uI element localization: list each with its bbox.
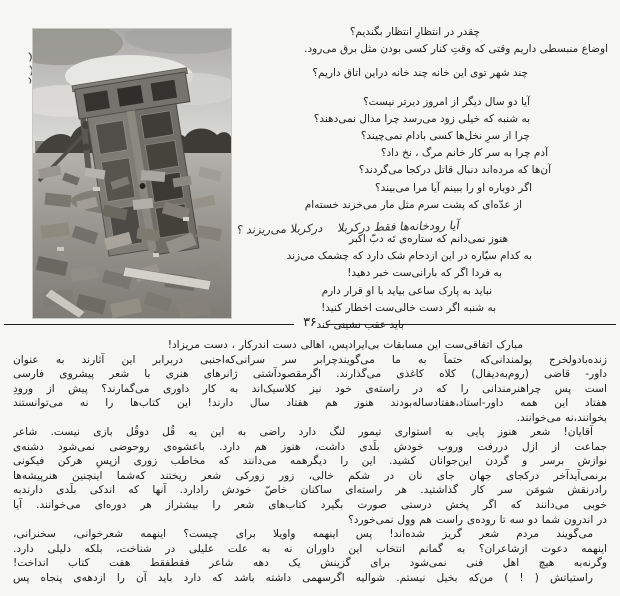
prose-line: هفتاد این همه داور‐استاد،هفتادساله‌بودند هنوز هم هفتاد سال دارند! این کتاب‌ها را نه می‌توانستند <box>13 397 607 410</box>
poem-line: اگر دوباره او را ببینم آیا مرا می‌بیند؟ <box>375 181 532 194</box>
prose-line: رادرنقش شومَن سر کار گذاشتید. هر راسته‌ای ساکنان خاصّ خودش رادارد. آنها که اندکی بلَدی دارندبه <box>13 484 607 497</box>
poem-line: به فردا اگر که بارانی‌ست خبر دهید! <box>347 267 502 280</box>
prose-line: جماعت از ازل دررفت وروب خودش بلَدی داشت، هنوز هم دارد. باعشوه‌ی روحوضی نمی‌شود دشنه‌ی <box>13 440 607 453</box>
prose-line: می‌گویند مردم شعر گریز شده‌اند! پس اینهمه واویلا برای چیست؟ اینهمه شعرخوانی، سخنرانی، <box>13 528 593 541</box>
prose-line: آقایان! شعر هنوز پایی به استواری تیمور لنگ دارد راضی به این یه قُل دوقُل بازی نیست. شاعر <box>13 426 593 439</box>
prose-line: داور‐ قاضی (روم‌به‌دیفال) کلاه کاغذی می‌گذارند. اگرمقصودآشتی ژانرهای هنری با شعر پیشروی فارسی <box>13 368 607 381</box>
poem-line: به شنبه اگر دست خالی‌ست اخطار کنید! <box>321 301 496 314</box>
poem-line-handwritten: آیا رودخانه‌ها فقط درکربلا درکربلا می‌ریزند ؟ <box>235 217 461 237</box>
poem-line: چرا از سرِ نخل‌ها کسی بادام نمی‌چیند؟ <box>360 129 530 142</box>
poem-line: از عدّه‌ای که پشت سرم مثل مار می‌خزند خسته‌ام <box>304 198 522 211</box>
prose-line: وگرنه‌به هیچ اهل فنی نمی‌شود برای گزینش یک دهه شاعر فقطفقط هفت کتاب انداخت! <box>13 557 607 570</box>
prose-line: خوبی می‌دانند که اگر پخش درستی صورت بگیرد کتاب‌های شعر را بیشتراز هر دوره‌ای می‌خوانند. آیا <box>13 499 607 512</box>
poem-line: چقدر در انتظارِ انتظار بگندیم؟ <box>349 26 480 38</box>
poem-line: اوضاع منبسطی داریم وقتی که وقتِ کنار کسی بودن مثل برق می‌رود. <box>304 43 608 56</box>
poem-line: آیا دو سال دیگر از امروز دیرتر نیست؟ <box>363 95 530 108</box>
prose-block <box>13 338 607 585</box>
poem-line: باید عقب نشینی کند <box>316 319 404 331</box>
poem-line: آدم چرا به سر کار خانم مرگ ، نخ داد؟ <box>380 147 548 160</box>
prose-line: راستیاتش ( ! ) من‌که بخیل نیستم. شوالیه اگرسهمی داشته باشد که دارد باید آن را ازدهه‌ی پنجاه پس <box>13 571 593 584</box>
page-number-row <box>4 314 616 331</box>
rule-left <box>4 324 294 325</box>
prose-line: مبارک اتفاقی‌ست این مسابقات بی‌ایرادپس، اهالی دست اندرکار ، دست مریزاد! <box>167 339 523 351</box>
prose-line: نوازش برسر و گردن این‌جوانان کشید. این را دیگرهمه می‌دانند که مخاطب زوری ازپسِ هرکن فیکونی <box>13 455 607 468</box>
prose-line: است پس چراهنرمندانی را که در راسته‌ی خود نیز کلاسیک‌اند به کار داوری می‌گمارند؟ پیش از ورودِ <box>13 382 607 395</box>
prose-line: زنده‌بادولخرج پولمندانی‌که حتماً به ما می‌گویندچرابر سر سرانی‌که‌اجنبی دربرابر این آثارند به عنوان <box>13 353 607 366</box>
rule-right <box>326 324 616 325</box>
poem-line: نباید به پارک ساعی بیاید با او قرار دارم <box>321 284 492 297</box>
poem-line: هنوز نمی‌دانم که ستاره‌ی تَه دبّ اکبر <box>348 233 508 246</box>
prose-line: برنمی‌آیدآخر درکجای جهان جای نان در شکم خالی، زور زورکی شعر ریختند که‌شما اینچنین هنرپیشه‌ها <box>13 469 607 482</box>
poem-line: چند شهر توی این خانه چند خانه دراین اتاق داریم؟ <box>312 67 528 80</box>
prose-line: بخوانند،نه می‌خوانند. <box>516 411 607 424</box>
page-number: ۳۶ <box>303 314 317 329</box>
prose-line: در اندرون شما دو سه تا روده‌ی راست هم وول نمی‌خورد؟ <box>348 513 607 526</box>
poem-line: به شنبه که خیلی زود می‌رسد چرا مدال نمی‌دهند؟ <box>313 112 530 125</box>
prose-line: اینهمه دعوت ازشاعران؟ به گمانم انتخاب این داوران نه به علت علیلی در شناخت، بلکه دلیلی دارد. <box>13 542 607 555</box>
poem-line: به کدام سیّاره در این ازدحام شک دارد که چشمک می‌زند <box>286 250 532 263</box>
poem-block <box>12 24 608 334</box>
poem-line: آن‌ها که مرده‌اند دنبال قاتل درکجا می‌گردند؟ <box>358 164 551 177</box>
